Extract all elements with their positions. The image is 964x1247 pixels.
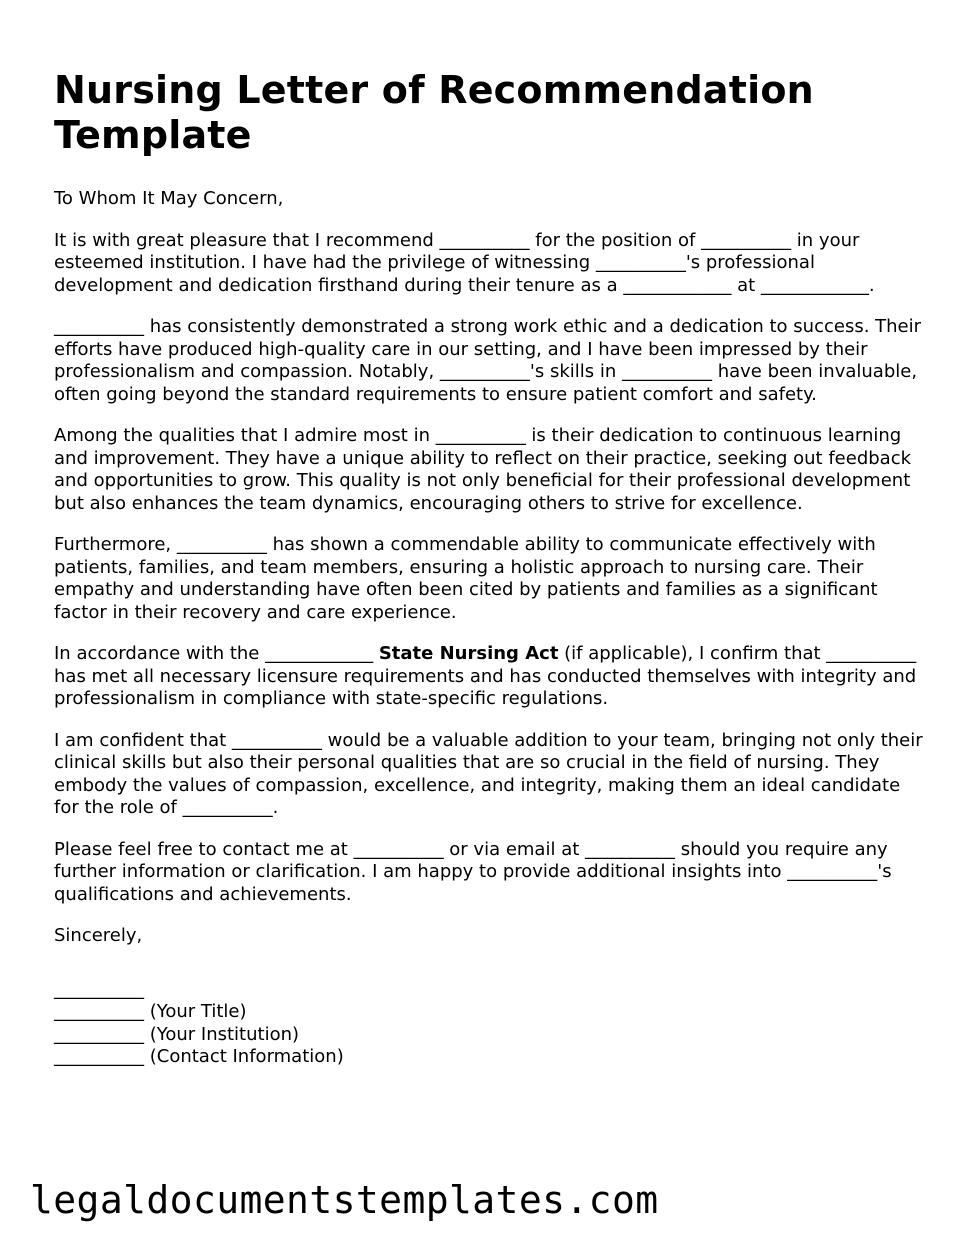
- signoff: Sincerely,: [54, 925, 143, 946]
- signature-contact-line: __________ (Contact Information): [54, 1046, 344, 1067]
- salutation: To Whom It May Concern,: [54, 188, 284, 209]
- letter-document: [54, 68, 924, 1069]
- signature-name-line: __________: [54, 978, 144, 1000]
- paragraph-confidence: I am confident that __________ would be a valuable addition to your team, bringing not only their clinical skills but also their personal qualities that are so crucial in the field of nursing. They embody the values of compassion, excellence, and integrity, making them an ideal candidate for the role of __________.: [54, 729, 923, 818]
- paragraph-work-ethic: __________ has consistently demonstrated a strong work ethic and a dedication to success. Their efforts have produced high-quality care in our setting, and I have been impressed by their professionalism and compassion. Notably, __________'s skills in __________ have been invaluable, often going beyond the standard requirements to ensure patient comfort and safety.: [54, 316, 922, 405]
- paragraph-licensure: [54, 643, 924, 711]
- licensure-text-after: (if applicable), I confirm that __________ has met all necessary licensure requirements and has conducted themselves with integrity and professionalism in compliance with state-specific regulations.: [54, 643, 917, 709]
- licensure-text-before: In accordance with the ____________: [54, 643, 379, 664]
- paragraph-contact: Please feel free to contact me at __________ or via email at __________ should you require any further information or clarification. I am happy to provide additional insights into __________'s qualifications and achievements.: [54, 838, 892, 905]
- document-title: Nursing Letter of Recommendation Template: [54, 68, 814, 157]
- signature-block: [54, 979, 924, 1069]
- state-nursing-act-label: State Nursing Act: [378, 643, 559, 664]
- paragraph-introduction: It is with great pleasure that I recommend __________ for the position of __________ in your esteemed institution. I have had the privilege of witnessing __________'s professional development and dedication firsthand during their tenure as a ____________ at ____________.: [54, 229, 875, 296]
- signature-institution-line: __________ (Your Institution): [54, 1023, 300, 1045]
- footer-watermark: legaldocumentstemplates.com: [30, 1178, 659, 1222]
- signature-title-line: __________ (Your Title): [54, 1001, 247, 1022]
- paragraph-qualities: Among the qualities that I admire most in __________ is their dedication to continuous learning and improvement. They have a unique ability to reflect on their practice, seeking out feedback and opportunities to grow. This quality is not only beneficial for their professional development but also enhances the team dynamics, encouraging others to strive for excellence.: [54, 425, 912, 514]
- paragraph-communication: Furthermore, __________ has shown a commendable ability to communicate effectively with patients, families, and team members, ensuring a holistic approach to nursing care. Their empathy and understanding have often been cited by patients and families as a significant factor in their recovery and care experience.: [54, 534, 878, 623]
